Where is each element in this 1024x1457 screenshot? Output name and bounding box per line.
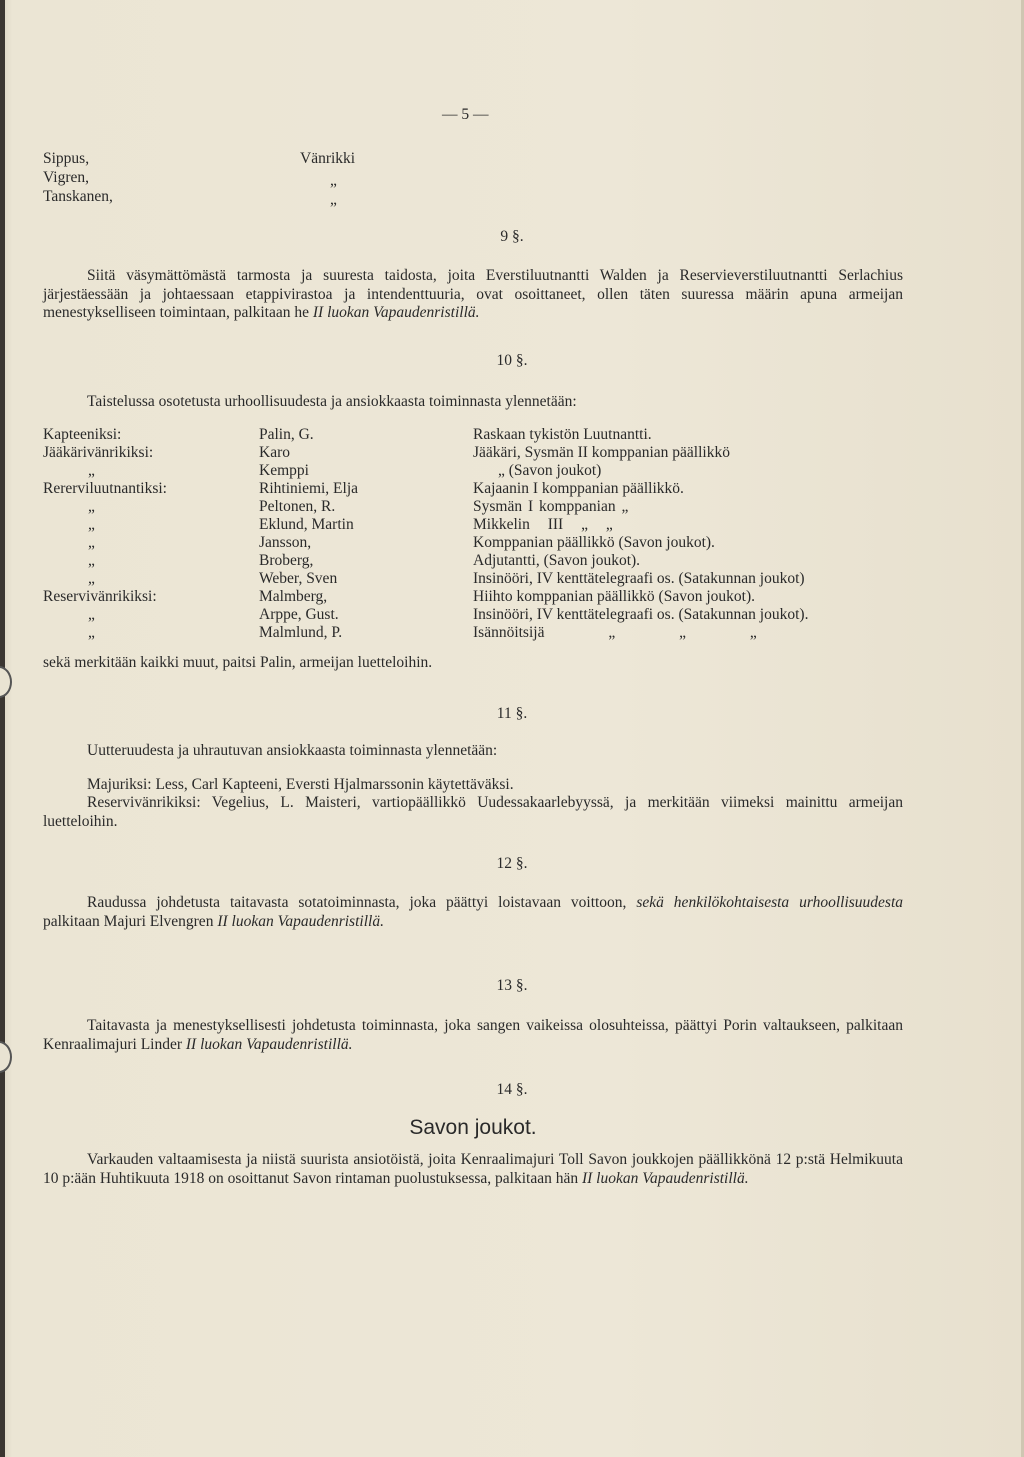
promotion-rank: „ [88,606,95,623]
promotion-name: Rihtiniemi, Elja [259,480,359,497]
promotion-name: Jansson, [259,534,312,551]
section-13-body: Taitavasta ja menestyksellisesti johdetusta toiminnasta, joka sangen vaikeissa olosuhteissa, päättyi Porin valtaukseen, palkitaan Kenraalimajuri Linder [43,1017,903,1053]
list-rank: „ [330,191,337,208]
promotion-role: Insinööri, IV kenttätelegraafi os. (Satakunnan joukot) [473,570,805,587]
section-14-body: Varkauden valtaamisesta ja niistä suurista ansiotöistä, joita Kenraalimajuri Toll Savon joukkojen päällikkönä 12 p:stä Helmikuuta 10 p:ään Huhtikuuta 1918 on osoittanut Savon rintaman puolustuksessa, palkitaan hän [43,1151,903,1187]
section-12-title: 12 §. [496,855,528,872]
section-12-body: Raudussa johdetusta taitavasta sotatoiminnasta, joka päättyi loistavaan voittoon, [87,894,627,911]
promotion-name: Palin, G. [259,426,314,443]
promotion-rank: „ [88,516,95,533]
promotion-role: Komppanian päällikkö (Savon joukot). [473,534,715,551]
award-text: II luokan Vapaudenristillä. [312,304,480,321]
promotion-name: Kemppi [259,462,309,479]
section-12-text [43,894,903,931]
award-text: II luokan Vapaudenristillä. [581,1169,749,1187]
section-10-closing: sekä merkitään kaikki muut, paitsi Palin, armeijan luetteloihin. [43,654,433,671]
list-rank: „ [330,172,337,189]
section-10-title: 10 §. [496,352,528,369]
promotion-name: Malmberg, [259,588,328,605]
section-13-title: 13 §. [496,977,528,994]
section-14-title: 14 §. [496,1081,528,1098]
promotion-role: Hiihto komppanian päällikkö (Savon joukot). [473,588,755,605]
section-11-line1: Majuriksi: Less, Carl Kapteeni, Eversti Hjalmarssonin käytettäväksi. [87,776,514,793]
page-binding-edge [0,0,5,1457]
promotion-role: Mikkelin III „ „ [473,516,613,533]
list-rank: Vänrikki [300,150,356,167]
promotion-name: Eklund, Martin [259,516,354,533]
list-name: Vigren, [43,169,89,186]
promotion-name: Arppe, Gust. [259,606,339,623]
section-9-body: Siitä väsymättömästä tarmosta ja suuresta taidosta, joita Everstiluutnantti Walden ja Reservieverstiluutnantti Serlachius järjestäessään ja johtaessaan etappivirastoa ja intendenttuuria, ovat osoittaneet, ollen täten suuressa määrin apuna armeijan menestykselliseen toimintaan, palkitaan he [43,267,903,321]
promotion-rank: „ [88,534,95,551]
promotion-role: Adjutantti, (Savon joukot). [473,552,641,569]
promotion-role: „ (Savon joukot) [498,462,602,479]
promotion-role: Kajaanin I komppanian päällikkö. [473,480,684,497]
section-11-line2: Reservivänrikiksi: Vegelius, L. Maisteri, vartiopäällikkö Uudessakaarlebyyssä, ja merkitään viimeksi mainittu armeijan luetteloihin. [43,794,903,830]
section-14-heading: Savon joukot. [409,1116,537,1139]
promotion-rank: Kapteeniksi: [43,426,122,443]
promotion-rank: „ [88,462,95,479]
section-10-intro: Taistelussa osotetusta urhoollisuudesta ja ansiokkaasta toiminnasta ylennetään: [87,393,577,410]
promotion-rank: „ [88,624,95,641]
award-text: II luokan Vapaudenristillä. [217,912,384,930]
promotion-name: Karo [259,444,290,461]
section-9-text [43,267,903,323]
promotion-role: Insinööri, IV kenttätelegraafi os. (Satakunnan joukot). [473,606,809,623]
section-13-text [43,1017,903,1054]
promotion-rank: „ [88,552,95,569]
promotion-rank: „ [88,570,95,587]
promotion-name: Broberg, [259,552,314,569]
promotion-name: Malmlund, P. [259,624,343,641]
section-12-italic: sekä henkilökohtaisesta urhoollisuudesta [636,894,904,911]
section-11-line2-wrap [43,794,903,831]
promotion-rank: Jääkärivänrikiksi: [43,444,154,461]
promotion-role: Jääkäri, Sysmän II komppanian päällikkö [473,444,730,461]
promotion-name: Weber, Sven [259,570,338,587]
list-name: Sippus, [43,150,90,167]
promotion-rank: Rererviluutnantiksi: [43,480,167,497]
list-name: Tanskanen, [43,188,113,205]
section-11-intro: Uutteruudesta ja uhrautuvan ansiokkaasta toiminnasta ylennetään: [87,742,498,759]
section-14-text [43,1151,903,1188]
promotion-role: Sysmän I komppanian „ [473,498,629,515]
award-text: II luokan Vapaudenristillä. [185,1035,353,1053]
promotion-rank: „ [88,498,95,515]
section-12-body2: palkitaan Majuri Elvengren [43,912,214,930]
page-number: — 5 — [442,106,489,123]
promotion-role: Raskaan tykistön Luutnantti. [473,426,652,443]
section-9-title: 9 §. [500,228,524,245]
section-11-title: 11 §. [496,705,528,722]
promotion-name: Peltonen, R. [259,498,336,515]
promotion-rank: Reservivänrikiksi: [43,588,157,605]
promotion-role: Isännöitsijä „ „ „ [473,624,757,641]
